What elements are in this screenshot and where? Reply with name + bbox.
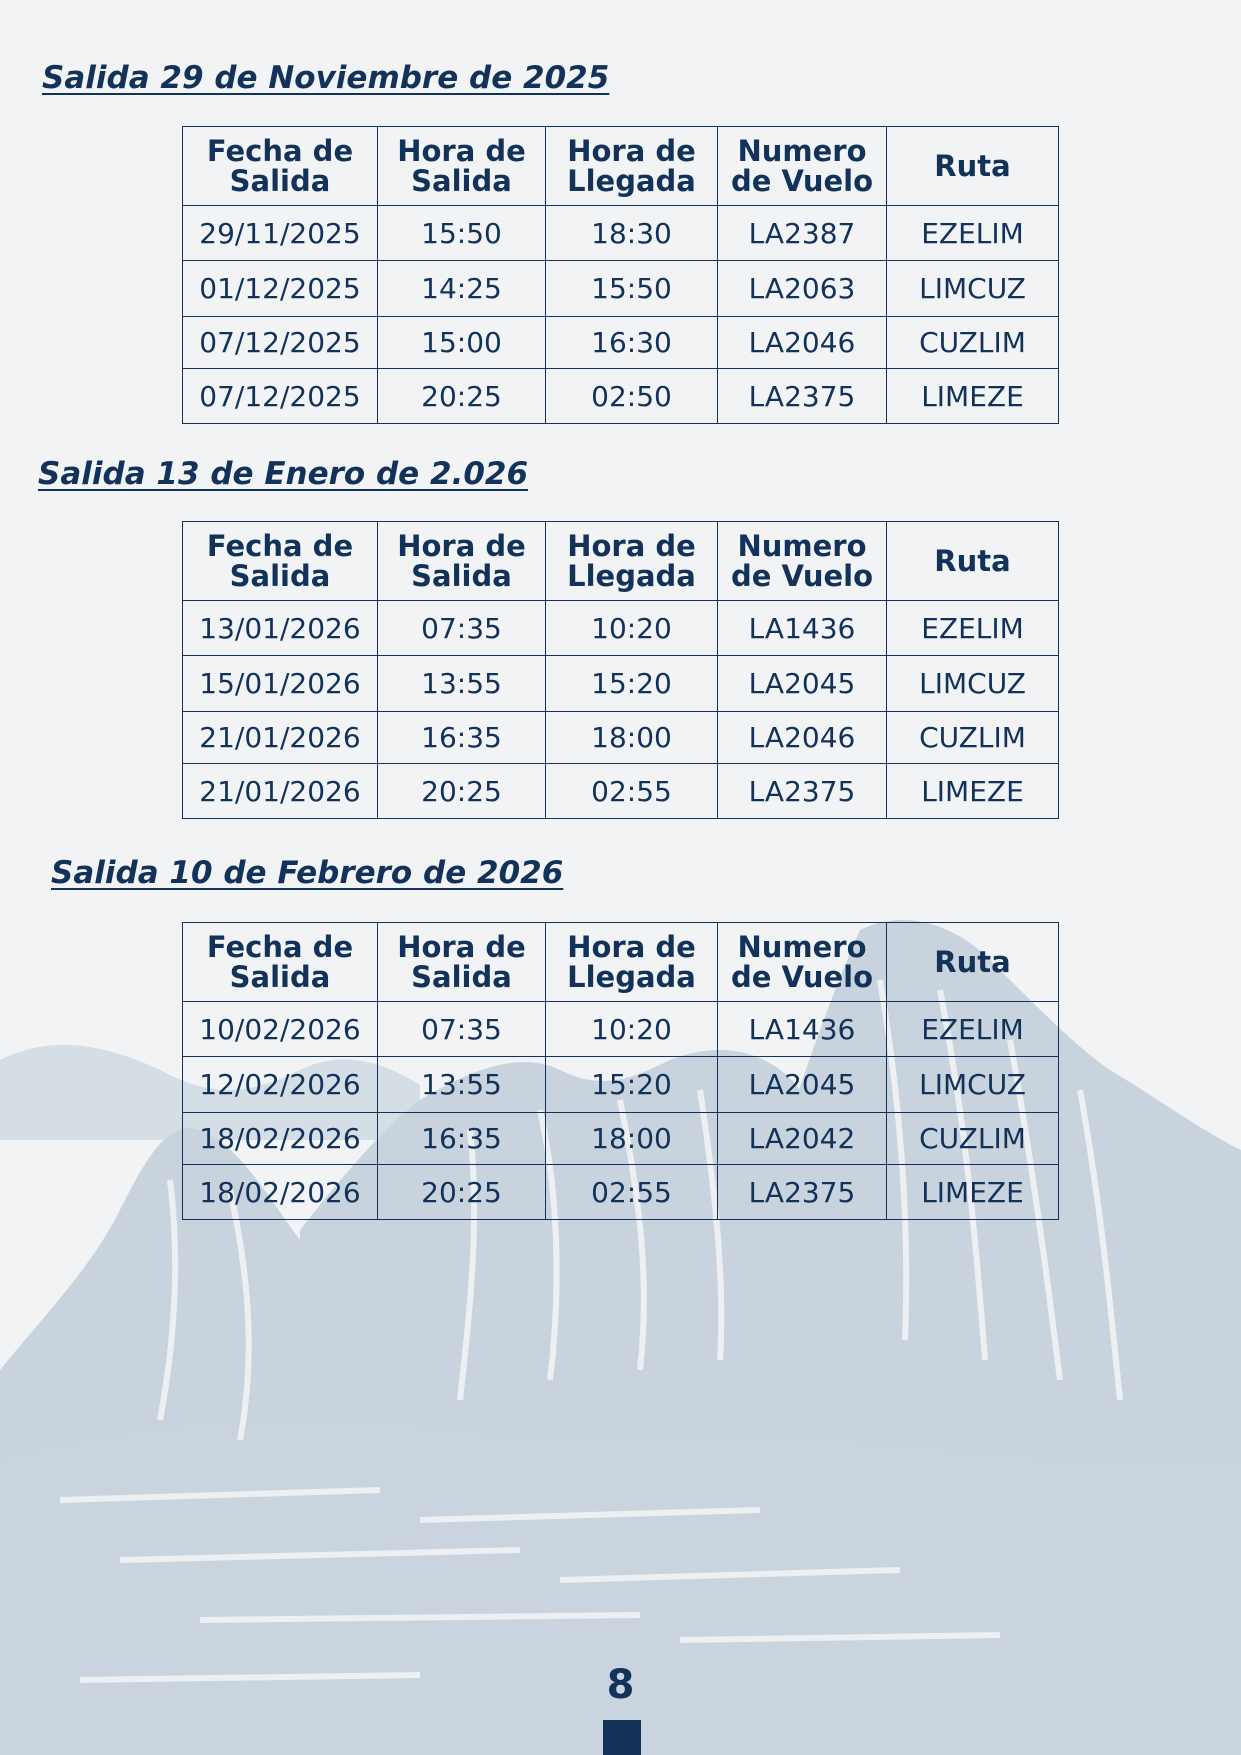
cell-ruta: CUZLIM: [887, 317, 1059, 369]
cell-hora-llegada: 16:30: [546, 317, 718, 369]
cell-fecha: 18/02/2026: [183, 1165, 378, 1220]
section-title-2: Salida 13 de Enero de 2.026: [38, 456, 529, 492]
cell-vuelo: LA2387: [718, 206, 887, 261]
cell-hora-salida: 16:35: [378, 1113, 546, 1165]
header-hora-salida: Hora de Salida: [378, 923, 546, 1002]
header-hora-salida: Hora de Salida: [378, 127, 546, 206]
header-fecha-salida: Fecha de Salida: [183, 923, 378, 1002]
table-row: [183, 1057, 1059, 1113]
cell-hora-llegada: 18:00: [546, 712, 718, 764]
table-row: [183, 1002, 1059, 1057]
cell-hora-salida: 20:25: [378, 1165, 546, 1220]
cell-vuelo: LA2063: [718, 261, 887, 317]
cell-vuelo: LA2046: [718, 317, 887, 369]
cell-hora-llegada: 02:55: [546, 1165, 718, 1220]
cell-hora-salida: 07:35: [378, 1002, 546, 1057]
table-row: [183, 317, 1059, 369]
cell-hora-salida: 15:00: [378, 317, 546, 369]
cell-hora-llegada: 10:20: [546, 1002, 718, 1057]
cell-vuelo: LA1436: [718, 601, 887, 656]
cell-hora-llegada: 10:20: [546, 601, 718, 656]
table-row: [183, 656, 1059, 712]
flights-table-1: [182, 126, 1059, 424]
cell-vuelo: LA2375: [718, 1165, 887, 1220]
cell-fecha: 10/02/2026: [183, 1002, 378, 1057]
cell-ruta: LIMCUZ: [887, 261, 1059, 317]
cell-hora-llegada: 18:00: [546, 1113, 718, 1165]
cell-vuelo: LA2045: [718, 656, 887, 712]
table-header-row: [183, 522, 1059, 601]
header-hora-llegada: Hora de Llegada: [546, 923, 718, 1002]
cell-ruta: EZELIM: [887, 206, 1059, 261]
cell-hora-salida: 13:55: [378, 656, 546, 712]
table-row: [183, 369, 1059, 424]
cell-hora-salida: 13:55: [378, 1057, 546, 1113]
cell-fecha: 12/02/2026: [183, 1057, 378, 1113]
cell-fecha: 07/12/2025: [183, 317, 378, 369]
cell-hora-llegada: 02:55: [546, 764, 718, 819]
cell-hora-salida: 20:25: [378, 764, 546, 819]
page-number: 8: [606, 1662, 635, 1708]
table-row: [183, 206, 1059, 261]
table-row: [183, 261, 1059, 317]
cell-hora-salida: 20:25: [378, 369, 546, 424]
cell-vuelo: LA2375: [718, 764, 887, 819]
cell-ruta: LIMCUZ: [887, 656, 1059, 712]
table-row: [183, 712, 1059, 764]
cell-ruta: CUZLIM: [887, 1113, 1059, 1165]
page-tab-marker: [603, 1720, 641, 1755]
header-hora-llegada: Hora de Llegada: [546, 522, 718, 601]
cell-vuelo: LA1436: [718, 1002, 887, 1057]
table-row: [183, 601, 1059, 656]
cell-ruta: CUZLIM: [887, 712, 1059, 764]
cell-hora-salida: 16:35: [378, 712, 546, 764]
cell-hora-llegada: 15:50: [546, 261, 718, 317]
flights-table-3: [182, 922, 1059, 1220]
cell-fecha: 13/01/2026: [183, 601, 378, 656]
header-ruta: Ruta: [887, 522, 1059, 601]
cell-vuelo: LA2045: [718, 1057, 887, 1113]
cell-fecha: 21/01/2026: [183, 764, 378, 819]
cell-hora-llegada: 15:20: [546, 656, 718, 712]
header-ruta: Ruta: [887, 127, 1059, 206]
header-fecha-salida: Fecha de Salida: [183, 522, 378, 601]
section-title-1: Salida 29 de Noviembre de 2025: [42, 60, 610, 96]
cell-fecha: 18/02/2026: [183, 1113, 378, 1165]
header-hora-salida: Hora de Salida: [378, 522, 546, 601]
flights-table-2: [182, 521, 1059, 819]
header-numero-vuelo: Numero de Vuelo: [718, 522, 887, 601]
cell-vuelo: LA2042: [718, 1113, 887, 1165]
table-row: [183, 1165, 1059, 1220]
cell-hora-llegada: 02:50: [546, 369, 718, 424]
cell-ruta: LIMEZE: [887, 1165, 1059, 1220]
cell-hora-salida: 14:25: [378, 261, 546, 317]
cell-hora-llegada: 18:30: [546, 206, 718, 261]
cell-fecha: 15/01/2026: [183, 656, 378, 712]
cell-vuelo: LA2375: [718, 369, 887, 424]
cell-fecha: 21/01/2026: [183, 712, 378, 764]
cell-ruta: EZELIM: [887, 601, 1059, 656]
cell-ruta: EZELIM: [887, 1002, 1059, 1057]
table-header-row: [183, 127, 1059, 206]
table-row: [183, 1113, 1059, 1165]
header-fecha-salida: Fecha de Salida: [183, 127, 378, 206]
section-title-3: Salida 10 de Febrero de 2026: [51, 855, 564, 891]
cell-hora-salida: 15:50: [378, 206, 546, 261]
cell-ruta: LIMEZE: [887, 764, 1059, 819]
cell-fecha: 07/12/2025: [183, 369, 378, 424]
header-numero-vuelo: Numero de Vuelo: [718, 127, 887, 206]
header-numero-vuelo: Numero de Vuelo: [718, 923, 887, 1002]
header-ruta: Ruta: [887, 923, 1059, 1002]
cell-ruta: LIMEZE: [887, 369, 1059, 424]
cell-fecha: 01/12/2025: [183, 261, 378, 317]
header-hora-llegada: Hora de Llegada: [546, 127, 718, 206]
cell-vuelo: LA2046: [718, 712, 887, 764]
cell-ruta: LIMCUZ: [887, 1057, 1059, 1113]
cell-hora-llegada: 15:20: [546, 1057, 718, 1113]
table-header-row: [183, 923, 1059, 1002]
cell-hora-salida: 07:35: [378, 601, 546, 656]
table-row: [183, 764, 1059, 819]
cell-fecha: 29/11/2025: [183, 206, 378, 261]
